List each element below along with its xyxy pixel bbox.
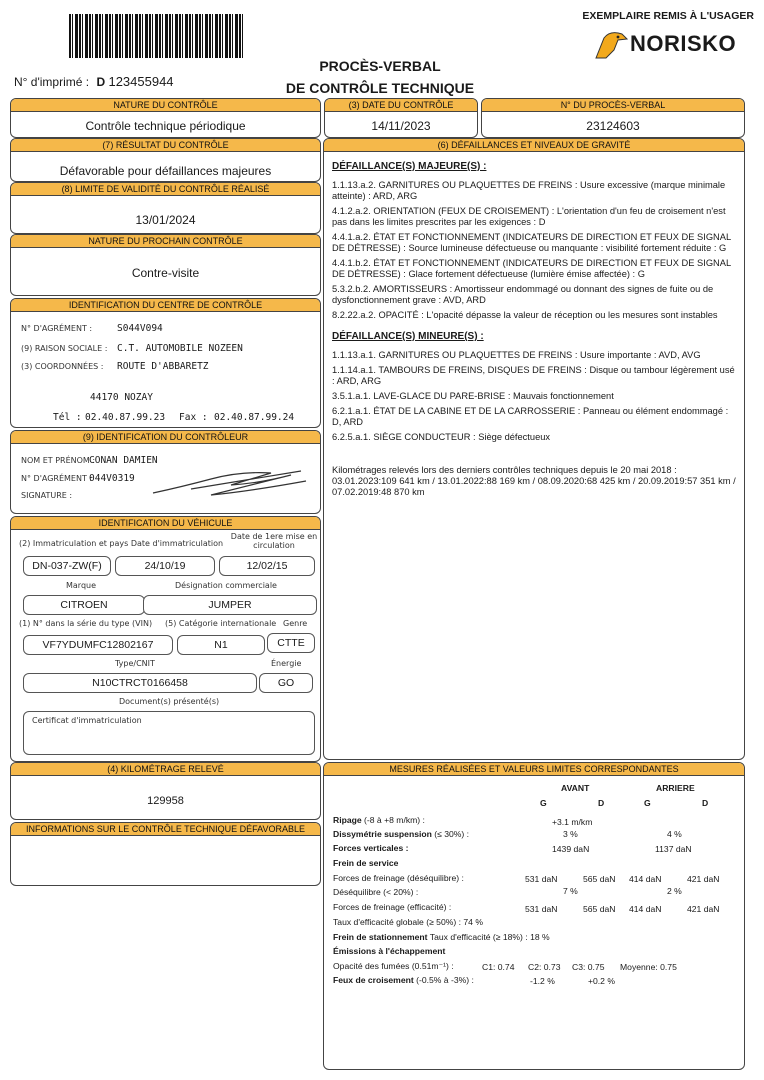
minor-title: DÉFAILLANCE(S) MINEURE(S) : (332, 331, 484, 342)
centre-tel: 02.40.87.99.23 (85, 412, 166, 423)
freinage-eff-av-d: 565 daN (583, 904, 616, 914)
arriere-d: D (702, 798, 709, 808)
printed-number-value: 123455944 (108, 74, 174, 89)
opacite-c1: C1: 0.74 (482, 962, 515, 972)
vehicle-type: N10CTRCT0166458 (23, 673, 257, 693)
freinage-deseq-ar-g: 414 daN (629, 874, 662, 884)
major-defect-3: 4.4.1.a.2. ÉTAT ET FONCTIONNEMENT (INDICATEURS DE DIRECTION ET FEUX DE SIGNAL DE DÉTRESSE) : Source lumineuse défectueuse ou manquante : visibilité fortement réduite : G (332, 232, 731, 253)
result-label: (7) RÉSULTAT DU CONTRÔLE (11, 139, 320, 152)
vehicle-genre-label: Genre (283, 619, 308, 628)
opacite-moyenne: Moyenne: 0.75 (620, 962, 677, 972)
freinage-deseq-label: Forces de freinage (déséquilibre) : (333, 873, 464, 883)
brand-logo (594, 28, 754, 62)
vehicle-label: IDENTIFICATION DU VÉHICULE (11, 517, 320, 530)
controleur-name-label: NOM ET PRÉNOM : (21, 456, 96, 465)
next-control-label: NATURE DU PROCHAIN CONTRÔLE (11, 235, 320, 248)
opacite-c3: C3: 0.75 (572, 962, 605, 972)
signature-scribble (151, 465, 311, 505)
printed-number (14, 74, 174, 89)
ripage-label: Ripage (333, 815, 362, 825)
barcode (69, 14, 245, 58)
avant-d: D (598, 798, 605, 808)
centre-coord-label: (3) COORDONNÉES : (21, 362, 104, 371)
deseq-arriere: 2 % (667, 886, 682, 896)
centre-raison-label: (9) RAISON SOCIALE : (21, 344, 108, 353)
vehicle-marque-label: Marque (66, 581, 97, 590)
minor-defect-1: 1.1.13.a.1. GARNITURES OU PLAQUETTES DE FREINS : Usure importante : AVD, AVG (332, 350, 701, 360)
vehicle-energie-label: Énergie (271, 659, 302, 668)
km-label: (4) KILOMÉTRAGE RELEVÉ (11, 763, 320, 776)
arriere-header: ARRIERE (656, 783, 695, 793)
centre-tel-label: Tél : (53, 412, 82, 423)
vehicle-docs-label: Document(s) présenté(s) (119, 697, 220, 706)
dissym-arriere: 4 % (667, 829, 682, 839)
vehicle-box (10, 516, 321, 762)
date-box (324, 98, 478, 138)
dissym-avant: 3 % (563, 829, 578, 839)
controleur-box (10, 430, 321, 514)
freinage-eff-ar-g: 414 daN (629, 904, 662, 914)
major-defect-6: 8.2.22.a.2. OPACITÉ : L'opacité dépasse la valeur de réception ou les mesures sont instables (332, 310, 718, 320)
vehicle-doc: Certificat d'immatriculation (32, 716, 142, 725)
vehicle-vin-label: (1) N° dans la série du type (VIN) (19, 619, 153, 628)
major-defect-1: 1.1.13.a.2. GARNITURES OU PLAQUETTES DE FREINS : Usure excessive (marque minimale atteinte) : ARD, ARG (332, 180, 726, 201)
result-value: Défavorable pour défaillances majeures (59, 164, 272, 178)
taux-global: Taux d'efficacité globale (≥ 50%) : 74 % (333, 917, 483, 927)
opacite-c2: C2: 0.73 (528, 962, 561, 972)
minor-defect-4: 6.2.1.a.1. ÉTAT DE LA CABINE ET DE LA CARROSSERIE : Panneau ou élément endommagé : D, ARD (332, 406, 729, 427)
feux-d: +0.2 % (588, 976, 615, 986)
ripage-row (333, 815, 425, 825)
controleur-label: (9) IDENTIFICATION DU CONTRÔLEUR (11, 431, 320, 444)
validity-label: (8) LIMITE DE VALIDITÉ DU CONTRÔLE RÉALISÉ (11, 183, 320, 196)
freinage-eff-label: Forces de freinage (efficacité) : (333, 902, 452, 912)
major-defect-2: 4.1.2.a.2. ORIENTATION (FEUX DE CROISEMENT) : L'orientation d'un feu de croisement n'est pas dans les limites prescrites par les exigences : D (332, 206, 726, 227)
opacite-label: Opacité des fumées (0.51m⁻¹) : (333, 961, 454, 971)
defects-box (323, 138, 745, 760)
brand-name: NORISKO (630, 31, 737, 56)
pv-box (481, 98, 745, 138)
frein-stat-label: Frein de stationnement (333, 932, 428, 942)
frein-stat-row (333, 932, 550, 942)
deseq-avant: 7 % (563, 886, 578, 896)
vehicle-first-circ-label: Date de 1ere mise en circulation (230, 532, 318, 550)
centre-fax-label: Fax : (179, 412, 208, 423)
vehicle-designation-label: Désignation commerciale (175, 581, 277, 590)
vehicle-genre: CTTE (267, 633, 315, 653)
info-label: INFORMATIONS SUR LE CONTRÔLE TECHNIQUE DÉFAVORABLE (11, 823, 320, 836)
defects-label: (6) DÉFAILLANCES ET NIVEAUX DE GRAVITÉ (324, 139, 744, 152)
vehicle-date-immat: 24/10/19 (115, 556, 215, 576)
vehicle-designation: JUMPER (143, 595, 317, 615)
forces-v-arriere: 1137 daN (655, 844, 692, 854)
vehicle-type-label: Type/CNIT (115, 659, 155, 668)
freinage-deseq-ar-d: 421 daN (687, 874, 720, 884)
frein-service: Frein de service (333, 858, 399, 868)
pv-value: 23124603 (586, 119, 640, 133)
next-control-value: Contre-visite (131, 266, 200, 280)
freinage-deseq-av-d: 565 daN (583, 874, 616, 884)
feux-limit: (-0.5% à -3%) : (413, 975, 474, 985)
freinage-deseq-av-g: 531 daN (525, 874, 558, 884)
freinage-eff-ar-d: 421 daN (687, 904, 720, 914)
major-defect-4: 4.4.1.b.2. ÉTAT ET FONCTIONNEMENT (INDICATEURS DE DIRECTION ET FEUX DE SIGNAL DE DÉTRESSE) : Glace fortement défectueuse (lumière émise affectée) : G (332, 258, 731, 279)
deseq-label: Déséquilibre (< 20%) : (333, 887, 419, 897)
nature-box (10, 98, 321, 138)
km-value: 129958 (147, 795, 184, 807)
minor-defect-5: 6.2.5.a.1. SIÈGE CONDUCTEUR : Siège défectueux (332, 432, 551, 442)
validity-box (10, 182, 321, 234)
vehicle-vin: VF7YDUMFC12802167 (23, 635, 173, 655)
km-box (10, 762, 321, 820)
ripage-limit: (-8 à +8 m/km) : (361, 815, 425, 825)
ripage-value: +3.1 m/km (552, 817, 593, 827)
vehicle-immat: DN-037-ZW(F) (23, 556, 111, 576)
avant-g: G (540, 798, 547, 808)
centre-fax: 02.40.87.99.24 (214, 412, 295, 423)
freinage-eff-av-g: 531 daN (525, 904, 558, 914)
minor-defect-3: 3.5.1.a.1. LAVE-GLACE DU PARE-BRISE : Mauvais fonctionnement (332, 391, 614, 401)
defects-list (332, 161, 736, 502)
date-label: (3) DATE DU CONTRÔLE (325, 99, 477, 112)
info-box (10, 822, 321, 886)
dissym-limit: (≤ 30%) : (431, 829, 470, 839)
centre-address-2: 44170 NOZAY (90, 392, 153, 403)
feux-g: -1.2 % (530, 976, 555, 986)
controleur-agrement-label: N° D'AGRÉMENT : (21, 474, 93, 483)
minor-defect-2: 1.1.14.a.1. TAMBOURS DE FREINS, DISQUES DE FREINS : Disque ou tambour légèrement usé : ARD, ARG (332, 365, 735, 386)
vehicle-categorie-label: (5) Catégorie internationale (165, 619, 277, 628)
vehicle-categorie: N1 (177, 635, 265, 655)
centre-agrement: S044V094 (117, 323, 163, 334)
feux-label: Feux de croisement (333, 975, 414, 985)
centre-label: IDENTIFICATION DU CENTRE DE CONTRÔLE (11, 299, 320, 312)
km-history: Kilométrages relevés lors des derniers contrôles techniques depuis le 20 mai 2018 : 03.01.2023:109 641 km / 13.01.2022:88 169 km / 08.09.2020:68 425 km / 20.09.2019:57 351 km / 07.02.2019:48 870 km (332, 465, 736, 497)
centre-raison: C.T. AUTOMOBILE NOZEEN (117, 343, 243, 354)
emissions-label: Émissions à l'échappement (333, 946, 446, 956)
centre-address-1: ROUTE D'ABBARETZ (117, 361, 209, 372)
vehicle-first-circ: 12/02/15 (219, 556, 315, 576)
validity-value: 13/01/2024 (135, 213, 196, 227)
page-title (250, 55, 510, 99)
copy-label: EXEMPLAIRE REMIS À L'USAGER (582, 10, 754, 22)
forces-v-avant: 1439 daN (552, 844, 590, 854)
feux-row (333, 975, 474, 985)
measures-label: MESURES RÉALISÉES ET VALEURS LIMITES CORRESPONDANTES (324, 763, 744, 776)
avant-header: AVANT (561, 783, 590, 793)
eagle-icon (594, 30, 628, 60)
controleur-name: CONAN DAMIEN (89, 455, 158, 466)
controleur-agrement: 044V0319 (89, 473, 135, 484)
date-value: 14/11/2023 (371, 119, 431, 133)
frein-stat-value: Taux d'efficacité (≥ 18%) : 18 % (427, 932, 550, 942)
printed-number-prefix: D (96, 75, 106, 89)
next-control-box (10, 234, 321, 296)
dissym-label: Dissymétrie suspension (333, 829, 432, 839)
title-line-1: PROCÈS-VERBAL (319, 58, 441, 74)
arriere-g: G (644, 798, 651, 808)
controleur-signature-label: SIGNATURE : (21, 491, 73, 500)
vehicle-energie: GO (259, 673, 313, 693)
result-box (10, 138, 321, 182)
nature-label: NATURE DU CONTRÔLE (11, 99, 320, 112)
pv-label: N° DU PROCÈS-VERBAL (482, 99, 744, 112)
dissym-row (333, 829, 469, 839)
forces-v-label: Forces verticales : (333, 843, 409, 853)
measures-box (323, 762, 745, 1070)
nature-value: Contrôle technique périodique (85, 119, 246, 133)
major-title: DÉFAILLANCE(S) MAJEURE(S) : (332, 161, 487, 172)
vehicle-docs-box (23, 711, 315, 755)
centre-box (10, 298, 321, 428)
printed-number-label: N° d'imprimé : (14, 75, 90, 89)
centre-agrement-label: N° D'AGRÉMENT : (21, 324, 93, 333)
vehicle-immat-label: (2) Immatriculation et pays Date d'immatriculation (19, 539, 224, 548)
vehicle-marque: CITROEN (23, 595, 145, 615)
major-defect-5: 5.3.2.b.2. AMORTISSEURS : Amortisseur endommagé ou donnant des signes de fuite ou de dysfonctionnement grave : AVD, ARD (332, 284, 714, 305)
title-line-2: DE CONTRÔLE TECHNIQUE (285, 80, 475, 96)
